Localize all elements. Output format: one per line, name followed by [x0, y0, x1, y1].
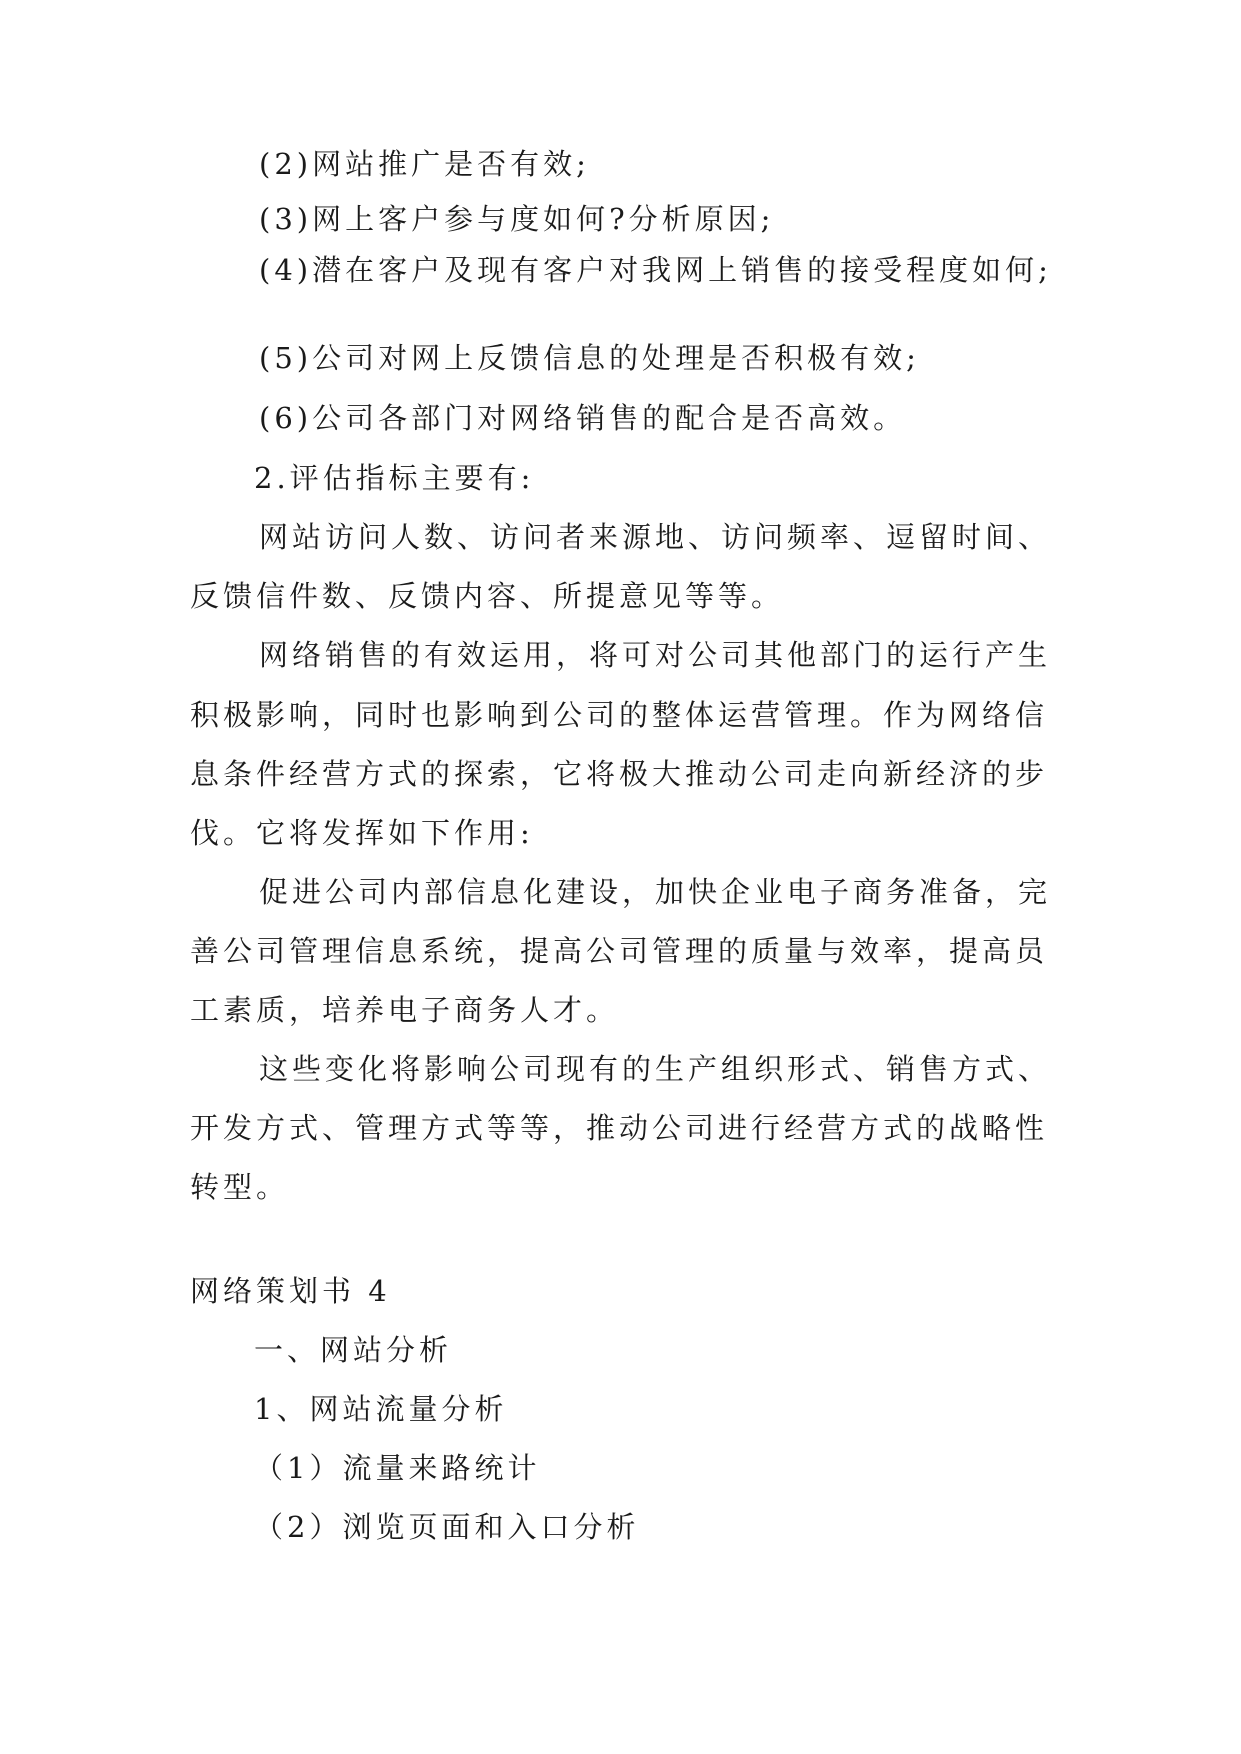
paragraph-line: 这些变化将影响公司现有的生产组织形式、销售方式、: [259, 1052, 1052, 1086]
paragraph-line: 开发方式、管理方式等等，推动公司进行经营方式的战略性: [190, 1111, 1049, 1145]
paragraph-line: (4)潜在客户及现有客户对我网上销售的接受程度如何;: [259, 253, 1052, 287]
paragraph-line: (6)公司各部门对网络销售的配合是否高效。: [259, 401, 907, 435]
paragraph-line: 积极影响，同时也影响到公司的整体运营管理。作为网络信: [190, 698, 1049, 732]
list-item: （1）流量来路统计: [254, 1451, 541, 1485]
paragraph-line: 工素质，培养电子商务人才。: [190, 993, 620, 1027]
paragraph-line: 伐。它将发挥如下作用:: [190, 816, 534, 850]
heading-level-2: 1、网站流量分析: [254, 1392, 508, 1426]
paragraph-line: 网站访问人数、访问者来源地、访问频率、逗留时间、: [259, 520, 1052, 554]
paragraph-line: (3)网上客户参与度如何?分析原因;: [259, 202, 775, 236]
paragraph-line: 善公司管理信息系统，提高公司管理的质量与效率，提高员: [190, 934, 1049, 968]
paragraph-line: 网络销售的有效运用，将可对公司其他部门的运行产生: [259, 638, 1052, 672]
paragraph-line: 2.评估指标主要有:: [254, 461, 535, 495]
paragraph-line: 转型。: [190, 1170, 290, 1204]
paragraph-line: 反馈信件数、反馈内容、所提意见等等。: [190, 579, 785, 613]
paragraph-line: 促进公司内部信息化建设，加快企业电子商务准备，完: [259, 875, 1052, 909]
paragraph-line: 息条件经营方式的探索，它将极大推动公司走向新经济的步: [190, 757, 1049, 791]
section-title: 网络策划书 4: [190, 1274, 391, 1308]
paragraph-line: (5)公司对网上反馈信息的处理是否积极有效;: [259, 341, 920, 375]
heading-level-1: 一、网站分析: [254, 1333, 453, 1367]
list-item: （2）浏览页面和入口分析: [254, 1510, 640, 1544]
paragraph-line: (2)网站推广是否有效;: [259, 147, 590, 181]
